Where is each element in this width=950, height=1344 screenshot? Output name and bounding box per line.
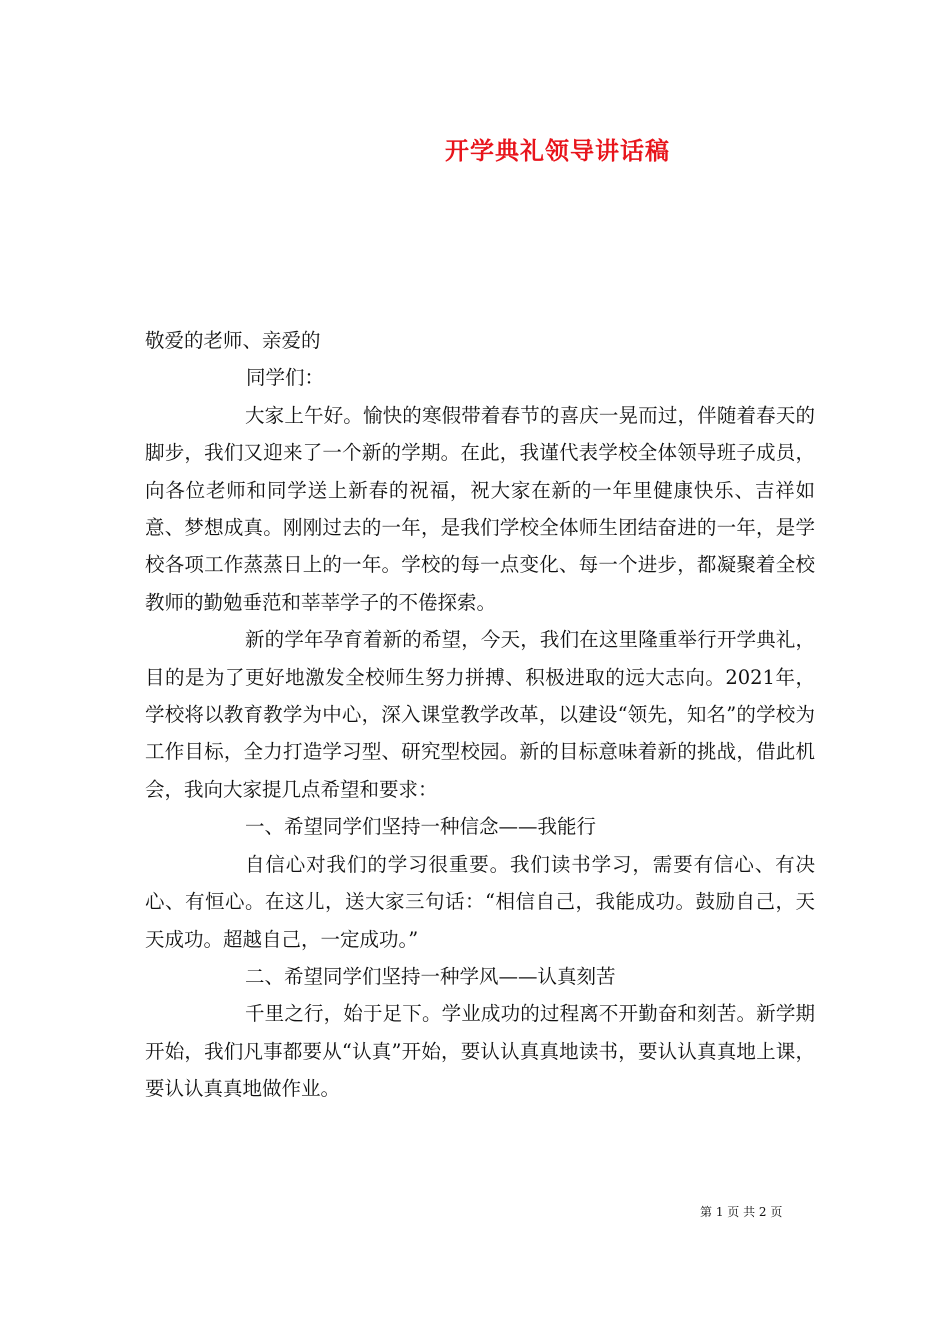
paragraph-confidence: 自信心对我们的学习很重要。我们读书学习，需要有信心、有决心、有恒心。在这儿，送大家三句话：“相信自己，我能成功。鼓励自己，天天成功。超越自己，一定成功。” <box>145 852 815 951</box>
greeting-line-1: 敬爱的老师、亲爱的 <box>145 329 321 352</box>
section-heading-2: 二、希望同学们坚持一种学风——认真刻苦 <box>245 964 616 988</box>
page-number-footer: 第 1 页 共 2 页 <box>700 1205 783 1219</box>
document-title: 开学典礼领导讲话稿 <box>445 136 670 165</box>
greeting-line-2: 同学们： <box>246 366 325 390</box>
paragraph-diligence: 千里之行，始于足下。学业成功的过程离不开勤奋和刻苦。新学期开始，我们凡事都要从“认真”开始，要认认真真地读书，要认认真真地上课，要认认真真地做作业。 <box>145 1002 815 1101</box>
paragraph-opening: 大家上午好。愉快的寒假带着春节的喜庆一晃而过，伴随着春天的脚步，我们又迎来了一个新的学期。在此，我谨代表学校全体领导班子成员，向各位老师和同学送上新春的祝福，祝大家在新的一年里健康快乐、吉祥如意、梦想成真。刚刚过去的一年，是我们学校全体师生团结奋进的一年，是学校各项工作蒸蒸日上的一年。学校的每一点变化、每一个进步，都凝聚着全校教师的勤勉垂范和莘莘学子的不倦探索。 <box>145 403 815 614</box>
paragraph-new-year-goals: 新的学年孕育着新的希望，今天，我们在这里隆重举行开学典礼，目的是为了更好地激发全校师生努力拼搏、积极进取的远大志向。2021年，学校将以教育教学为中心，深入课堂教学改革，以建设“领先，知名”的学校为工作目标，全力打造学习型、研究型校园。新的目标意味着新的挑战，借此机会，我向大家提几点希望和要求： <box>145 628 815 801</box>
section-heading-1: 一、希望同学们坚持一种信念——我能行 <box>245 815 597 839</box>
document-body <box>145 322 815 1108</box>
